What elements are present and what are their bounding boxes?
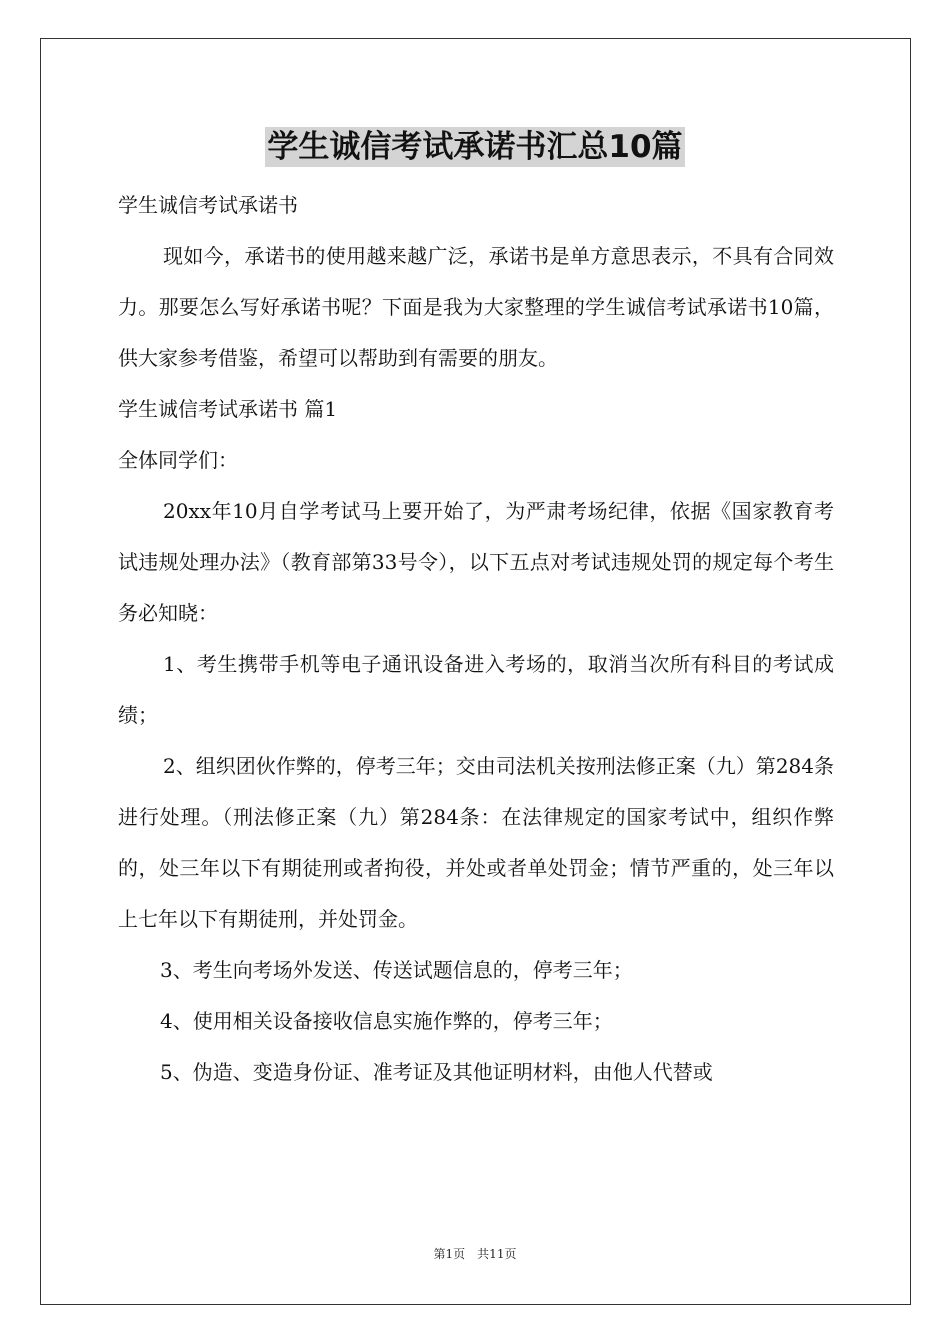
rule-item: 1、考生携带手机等电子通讯设备进入考场的，取消当次所有科目的考试成绩； bbox=[118, 652, 834, 727]
page-footer: 第1页 共11页 bbox=[433, 1247, 517, 1261]
rule-item: 4、使用相关设备接收信息实施作弊的，停考三年； bbox=[160, 1009, 613, 1033]
section-heading: 学生诚信考试承诺书 篇1 bbox=[118, 397, 338, 421]
section-heading: 学生诚信考试承诺书 bbox=[118, 193, 298, 217]
rule-item: 3、考生向考场外发送、传送试题信息的，停考三年； bbox=[160, 958, 633, 982]
body-paragraph: 20xx年10月自学考试马上要开始了，为严肃考场纪律，依据《国家教育考试违规处理办法》（教育部第33号令），以下五点对考试违规处罚的规定每个考生务必知晓： bbox=[118, 499, 834, 625]
title-container bbox=[0, 127, 950, 167]
document-body bbox=[118, 180, 834, 1098]
document-title: 学生诚信考试承诺书汇总10篇 bbox=[267, 129, 683, 165]
intro-paragraph: 现如今，承诺书的使用越来越广泛，承诺书是单方意思表示，不具有合同效力。那要怎么写好承诺书呢？下面是我为大家整理的学生诚信考试承诺书10篇，供大家参考借鉴，希望可以帮助到有需要的朋友。 bbox=[118, 244, 834, 370]
salutation: 全体同学们： bbox=[118, 448, 238, 472]
rule-item: 5、伪造、变造身份证、准考证及其他证明材料，由他人代替或 bbox=[160, 1060, 713, 1084]
rule-item: 2、组织团伙作弊的，停考三年；交由司法机关按刑法修正案（九）第284条进行处理。（刑法修正案（九）第284条：在法律规定的国家考试中，组织作弊的，处三年以下有期徒刑或者拘役，并处或者单处罚金；情节严重的，处三年以上七年以下有期徒刑，并处罚金。 bbox=[118, 754, 834, 931]
